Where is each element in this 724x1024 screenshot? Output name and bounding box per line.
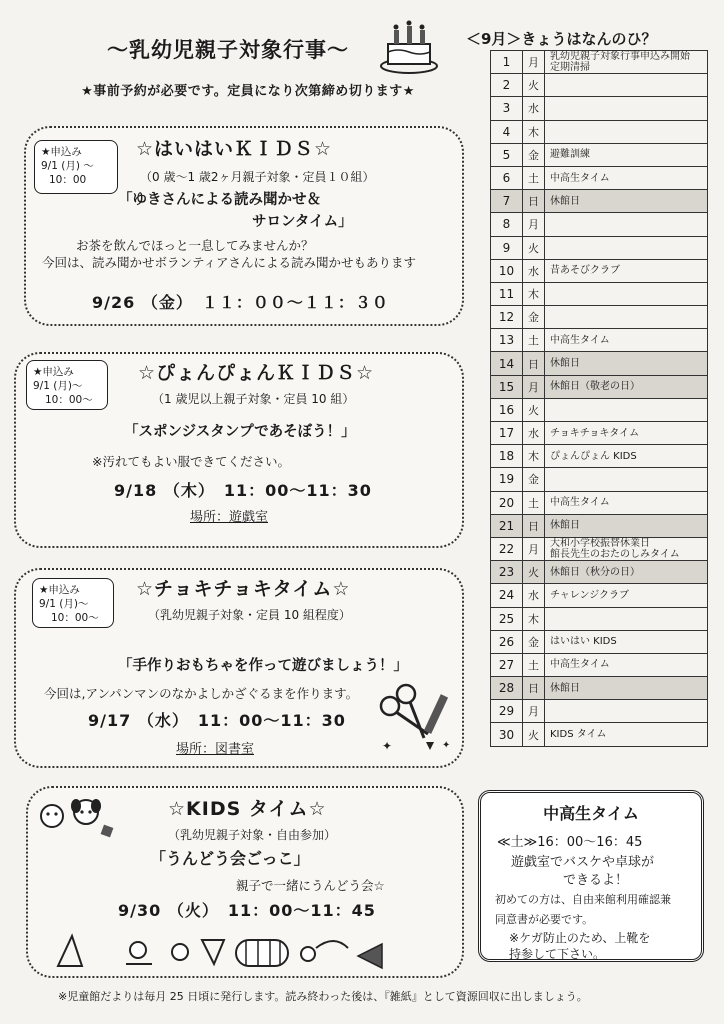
calendar-weekday: 木 bbox=[523, 445, 545, 468]
event-text: 親子で一緒にうんどう会☆ bbox=[236, 878, 385, 893]
calendar-weekday: 火 bbox=[523, 561, 545, 584]
calendar-event bbox=[545, 143, 708, 166]
calendar-event-text: 休館日 bbox=[550, 358, 580, 370]
calendar-event bbox=[545, 97, 708, 120]
event-date: 9/30 （火） 11：00〜11：45 bbox=[118, 901, 376, 920]
calendar-day: 28 bbox=[491, 677, 523, 700]
calendar-day: 1 bbox=[491, 51, 523, 74]
event-highlight: サロンタイム」 bbox=[252, 214, 353, 230]
calendar-day: 21 bbox=[491, 514, 523, 537]
teen-time-note: 持参して下さい。 bbox=[509, 947, 606, 961]
apply-label: ★申込み bbox=[39, 584, 80, 596]
calendar-event-text: 乳幼児親子対象行事申込み開始 bbox=[550, 51, 690, 63]
event-text: ※汚れてもよい服できてください。 bbox=[92, 454, 290, 469]
event-highlight: 「スポンジスタンプであそぼう！」 bbox=[124, 424, 356, 440]
calendar-event bbox=[545, 491, 708, 514]
calendar-event-text: 休館日 bbox=[550, 195, 580, 207]
calendar-row bbox=[491, 607, 708, 630]
calendar-event-text: チャレンジクラブ bbox=[550, 589, 629, 601]
calendar-row bbox=[491, 700, 708, 723]
calendar-event bbox=[545, 236, 708, 259]
svg-text:✦: ✦ bbox=[442, 740, 451, 751]
calendar-weekday: 土 bbox=[523, 653, 545, 676]
apply-date: 9/1 (月)〜 bbox=[33, 380, 83, 392]
calendar-day: 22 bbox=[491, 537, 523, 560]
event-text: 今回は,アンパンマンのなかよしかざぐるまを作ります。 bbox=[44, 686, 359, 701]
apply-time: 10：00〜 bbox=[45, 394, 93, 406]
event-highlight: 「ゆきさんによる読み聞かせ＆ bbox=[118, 192, 321, 208]
calendar-event-text: 中高生タイム bbox=[550, 334, 610, 346]
calendar-row bbox=[491, 375, 708, 398]
calendar-row bbox=[491, 306, 708, 329]
calendar-row bbox=[491, 213, 708, 236]
calendar-weekday: 水 bbox=[523, 97, 545, 120]
calendar-day: 20 bbox=[491, 491, 523, 514]
calendar-row bbox=[491, 630, 708, 653]
reservation-notice: ★事前予約が必要です。定員になり次第締め切ります★ bbox=[81, 84, 415, 99]
teen-time-title: 中高生タイム bbox=[543, 804, 639, 823]
calendar-day: 4 bbox=[491, 120, 523, 143]
calendar-weekday: 日 bbox=[523, 677, 545, 700]
sports-day-illustrations-icon bbox=[52, 926, 392, 974]
calendar-weekday: 金 bbox=[523, 630, 545, 653]
calendar-row bbox=[491, 445, 708, 468]
calendar-event bbox=[545, 51, 708, 74]
calendar-day: 16 bbox=[491, 398, 523, 421]
calendar-row bbox=[491, 422, 708, 445]
kids-characters-icon bbox=[36, 796, 116, 846]
teen-time-box bbox=[478, 790, 704, 962]
calendar-event bbox=[545, 607, 708, 630]
calendar-event-text: 昔あそびクラブ bbox=[550, 265, 620, 277]
calendar-day: 17 bbox=[491, 422, 523, 445]
calendar-event bbox=[545, 306, 708, 329]
calendar-event bbox=[545, 561, 708, 584]
event-subtitle: （0 歳〜1 歳2ヶ月親子対象・定員１０組） bbox=[140, 170, 375, 184]
calendar-row bbox=[491, 120, 708, 143]
calendar-event-text: KIDS タイム bbox=[550, 729, 607, 741]
calendar-row bbox=[491, 398, 708, 421]
calendar-day: 30 bbox=[491, 723, 523, 746]
calendar-weekday: 日 bbox=[523, 514, 545, 537]
calendar-weekday: 木 bbox=[523, 607, 545, 630]
calendar-event bbox=[545, 329, 708, 352]
calendar-event bbox=[545, 537, 708, 560]
event-highlight: 「うんどう会ごっこ」 bbox=[150, 849, 310, 868]
calendar-event-text: 休館日 bbox=[550, 682, 580, 694]
calendar-event bbox=[545, 166, 708, 189]
apply-label: ★申込み bbox=[41, 146, 82, 158]
event-title: ☆はいはいＫＩＤＳ☆ bbox=[136, 138, 333, 160]
calendar-day: 2 bbox=[491, 74, 523, 97]
apply-time: 10：00 bbox=[49, 174, 87, 186]
calendar-event-text: 中高生タイム bbox=[550, 172, 610, 184]
event-title: ☆ぴょんぴょんＫＩＤＳ☆ bbox=[138, 362, 375, 384]
calendar-day: 24 bbox=[491, 584, 523, 607]
calendar-row bbox=[491, 282, 708, 305]
teen-time-text: 初めての方は、自由来館利用確認兼 bbox=[495, 893, 671, 906]
calendar-event-text: 定期清掃 bbox=[550, 62, 590, 74]
calendar-event bbox=[545, 445, 708, 468]
calendar-weekday: 月 bbox=[523, 213, 545, 236]
calendar-event bbox=[545, 468, 708, 491]
apply-date: 9/1 (月)〜 bbox=[39, 598, 89, 610]
calendar-event-text: 休館日（秋分の日） bbox=[550, 566, 640, 578]
calendar-event bbox=[545, 282, 708, 305]
apply-time: 10：00〜 bbox=[51, 612, 99, 624]
calendar-day: 6 bbox=[491, 166, 523, 189]
calendar-day: 8 bbox=[491, 213, 523, 236]
calendar-event bbox=[545, 375, 708, 398]
page-title: 〜乳幼児親子対象行事〜 bbox=[107, 38, 349, 62]
calendar-event bbox=[545, 653, 708, 676]
calendar-event-text: 館長先生のおたのしみタイム bbox=[550, 549, 680, 561]
calendar-event bbox=[545, 190, 708, 213]
calendar-row bbox=[491, 723, 708, 746]
calendar-day: 27 bbox=[491, 653, 523, 676]
calendar-day: 12 bbox=[491, 306, 523, 329]
event-title: ☆KIDS タイム☆ bbox=[168, 798, 327, 820]
calendar-row bbox=[491, 537, 708, 560]
calendar-event bbox=[545, 584, 708, 607]
calendar-row bbox=[491, 677, 708, 700]
calendar-event bbox=[545, 677, 708, 700]
calendar-weekday: 火 bbox=[523, 236, 545, 259]
calendar-row bbox=[491, 329, 708, 352]
calendar-row bbox=[491, 259, 708, 282]
calendar-row bbox=[491, 190, 708, 213]
calendar-event-text: 中高生タイム bbox=[550, 497, 610, 509]
apply-label: ★申込み bbox=[33, 366, 74, 378]
calendar-day: 18 bbox=[491, 445, 523, 468]
event-subtitle: （乳幼児親子対象・自由参加） bbox=[168, 828, 337, 842]
calendar-weekday: 金 bbox=[523, 468, 545, 491]
calendar-day: 5 bbox=[491, 143, 523, 166]
calendar-event bbox=[545, 352, 708, 375]
calendar-row bbox=[491, 491, 708, 514]
calendar-event-text: 休館日 bbox=[550, 520, 580, 532]
calendar-day: 26 bbox=[491, 630, 523, 653]
calendar-day: 13 bbox=[491, 329, 523, 352]
calendar-event bbox=[545, 398, 708, 421]
calendar-event-text: はいはい KIDS bbox=[550, 636, 617, 648]
calendar-day: 15 bbox=[491, 375, 523, 398]
event-highlight: 「手作りおもちゃを作って遊びましょう！」 bbox=[118, 658, 408, 674]
calendar-day: 29 bbox=[491, 700, 523, 723]
calendar-weekday: 火 bbox=[523, 723, 545, 746]
calendar-row bbox=[491, 143, 708, 166]
calendar-title: ＜9月＞きょうはなんのひ？ bbox=[466, 30, 657, 48]
calendar-weekday: 月 bbox=[523, 537, 545, 560]
event-text: 今回は、読み聞かせボランティアさんによる読み聞かせもあります bbox=[42, 255, 417, 270]
event-title: ☆チョキチョキタイム☆ bbox=[136, 578, 351, 600]
calendar-weekday: 土 bbox=[523, 491, 545, 514]
calendar-weekday: 火 bbox=[523, 74, 545, 97]
calendar-day: 19 bbox=[491, 468, 523, 491]
calendar-weekday: 月 bbox=[523, 700, 545, 723]
event-date: 9/17 （水） 11：00〜11：30 bbox=[88, 711, 346, 730]
event-place: 場所：図書室 bbox=[176, 742, 255, 757]
calendar-row bbox=[491, 468, 708, 491]
calendar-day: 7 bbox=[491, 190, 523, 213]
event-date: 9/26 （金） １１：００〜１１：３０ bbox=[92, 293, 389, 312]
apply-box bbox=[34, 140, 118, 194]
event-place: 場所：遊戯室 bbox=[190, 510, 269, 525]
calendar-row bbox=[491, 584, 708, 607]
calendar-weekday: 日 bbox=[523, 352, 545, 375]
calendar-day: 23 bbox=[491, 561, 523, 584]
calendar-row bbox=[491, 561, 708, 584]
calendar-row bbox=[491, 352, 708, 375]
calendar-event-text: 大和小学校振替休業日 bbox=[550, 538, 650, 550]
calendar-row bbox=[491, 166, 708, 189]
calendar-weekday: 木 bbox=[523, 120, 545, 143]
event-text: お茶を飲んでほっと一息してみませんか？ bbox=[76, 238, 314, 253]
calendar-day: 10 bbox=[491, 259, 523, 282]
event-subtitle: （1 歳児以上親子対象・定員 10 組） bbox=[152, 392, 355, 406]
calendar-event-text: 中高生タイム bbox=[550, 659, 610, 671]
calendar-event-text: 休館日（敬老の日） bbox=[550, 381, 640, 393]
calendar-weekday: 火 bbox=[523, 398, 545, 421]
calendar-event bbox=[545, 259, 708, 282]
calendar-day: 14 bbox=[491, 352, 523, 375]
calendar-weekday: 日 bbox=[523, 190, 545, 213]
calendar-event bbox=[545, 723, 708, 746]
calendar-weekday: 金 bbox=[523, 143, 545, 166]
calendar-day: 25 bbox=[491, 607, 523, 630]
teen-time-note: ※ケガ防止のため、上靴を bbox=[509, 931, 651, 945]
calendar-row bbox=[491, 97, 708, 120]
teen-time-schedule: ≪土≫16：00〜16：45 bbox=[497, 835, 643, 850]
calendar-row bbox=[491, 236, 708, 259]
calendar-weekday: 月 bbox=[523, 375, 545, 398]
calendar-event bbox=[545, 213, 708, 236]
svg-text:✦: ✦ bbox=[382, 739, 393, 753]
apply-box bbox=[26, 360, 108, 410]
event-date: 9/18 （木） 11：00〜11：30 bbox=[114, 481, 372, 500]
cake-illustration-icon bbox=[378, 22, 440, 76]
calendar-day: 9 bbox=[491, 236, 523, 259]
september-calendar bbox=[490, 50, 708, 747]
calendar-weekday: 水 bbox=[523, 259, 545, 282]
calendar-weekday: 金 bbox=[523, 306, 545, 329]
teen-time-text: 同意書が必要です。 bbox=[495, 913, 594, 926]
calendar-row bbox=[491, 74, 708, 97]
teen-time-text: できるよ！ bbox=[563, 873, 629, 888]
teen-time-text: 遊戯室でバスケや卓球が bbox=[511, 855, 655, 870]
calendar-weekday: 水 bbox=[523, 584, 545, 607]
calendar-row bbox=[491, 51, 708, 74]
calendar-event bbox=[545, 514, 708, 537]
calendar-weekday: 木 bbox=[523, 282, 545, 305]
footer-note: ※児童館だよりは毎月 25 日頃に発行します。読み終わった後は、『雑紙』として資源回収に出しましょう。 bbox=[58, 990, 588, 1003]
calendar-event bbox=[545, 74, 708, 97]
event-subtitle: （乳幼児親子対象・定員 10 組程度） bbox=[148, 608, 351, 622]
calendar-weekday: 水 bbox=[523, 422, 545, 445]
calendar-weekday: 月 bbox=[523, 51, 545, 74]
calendar-event-text: チョキチョキタイム bbox=[550, 427, 640, 439]
calendar-event bbox=[545, 120, 708, 143]
apply-date: 9/1 (月) 〜 bbox=[41, 160, 94, 172]
calendar-row bbox=[491, 514, 708, 537]
calendar-weekday: 土 bbox=[523, 329, 545, 352]
scissors-icon bbox=[376, 684, 456, 756]
calendar-weekday: 土 bbox=[523, 166, 545, 189]
calendar-event bbox=[545, 630, 708, 653]
calendar-event-text: 避難訓練 bbox=[550, 149, 590, 161]
calendar-event-text: ぴょんぴょん KIDS bbox=[550, 450, 637, 462]
calendar-row bbox=[491, 653, 708, 676]
apply-box bbox=[32, 578, 114, 628]
calendar-event bbox=[545, 422, 708, 445]
calendar-event bbox=[545, 700, 708, 723]
calendar-day: 11 bbox=[491, 282, 523, 305]
calendar-day: 3 bbox=[491, 97, 523, 120]
